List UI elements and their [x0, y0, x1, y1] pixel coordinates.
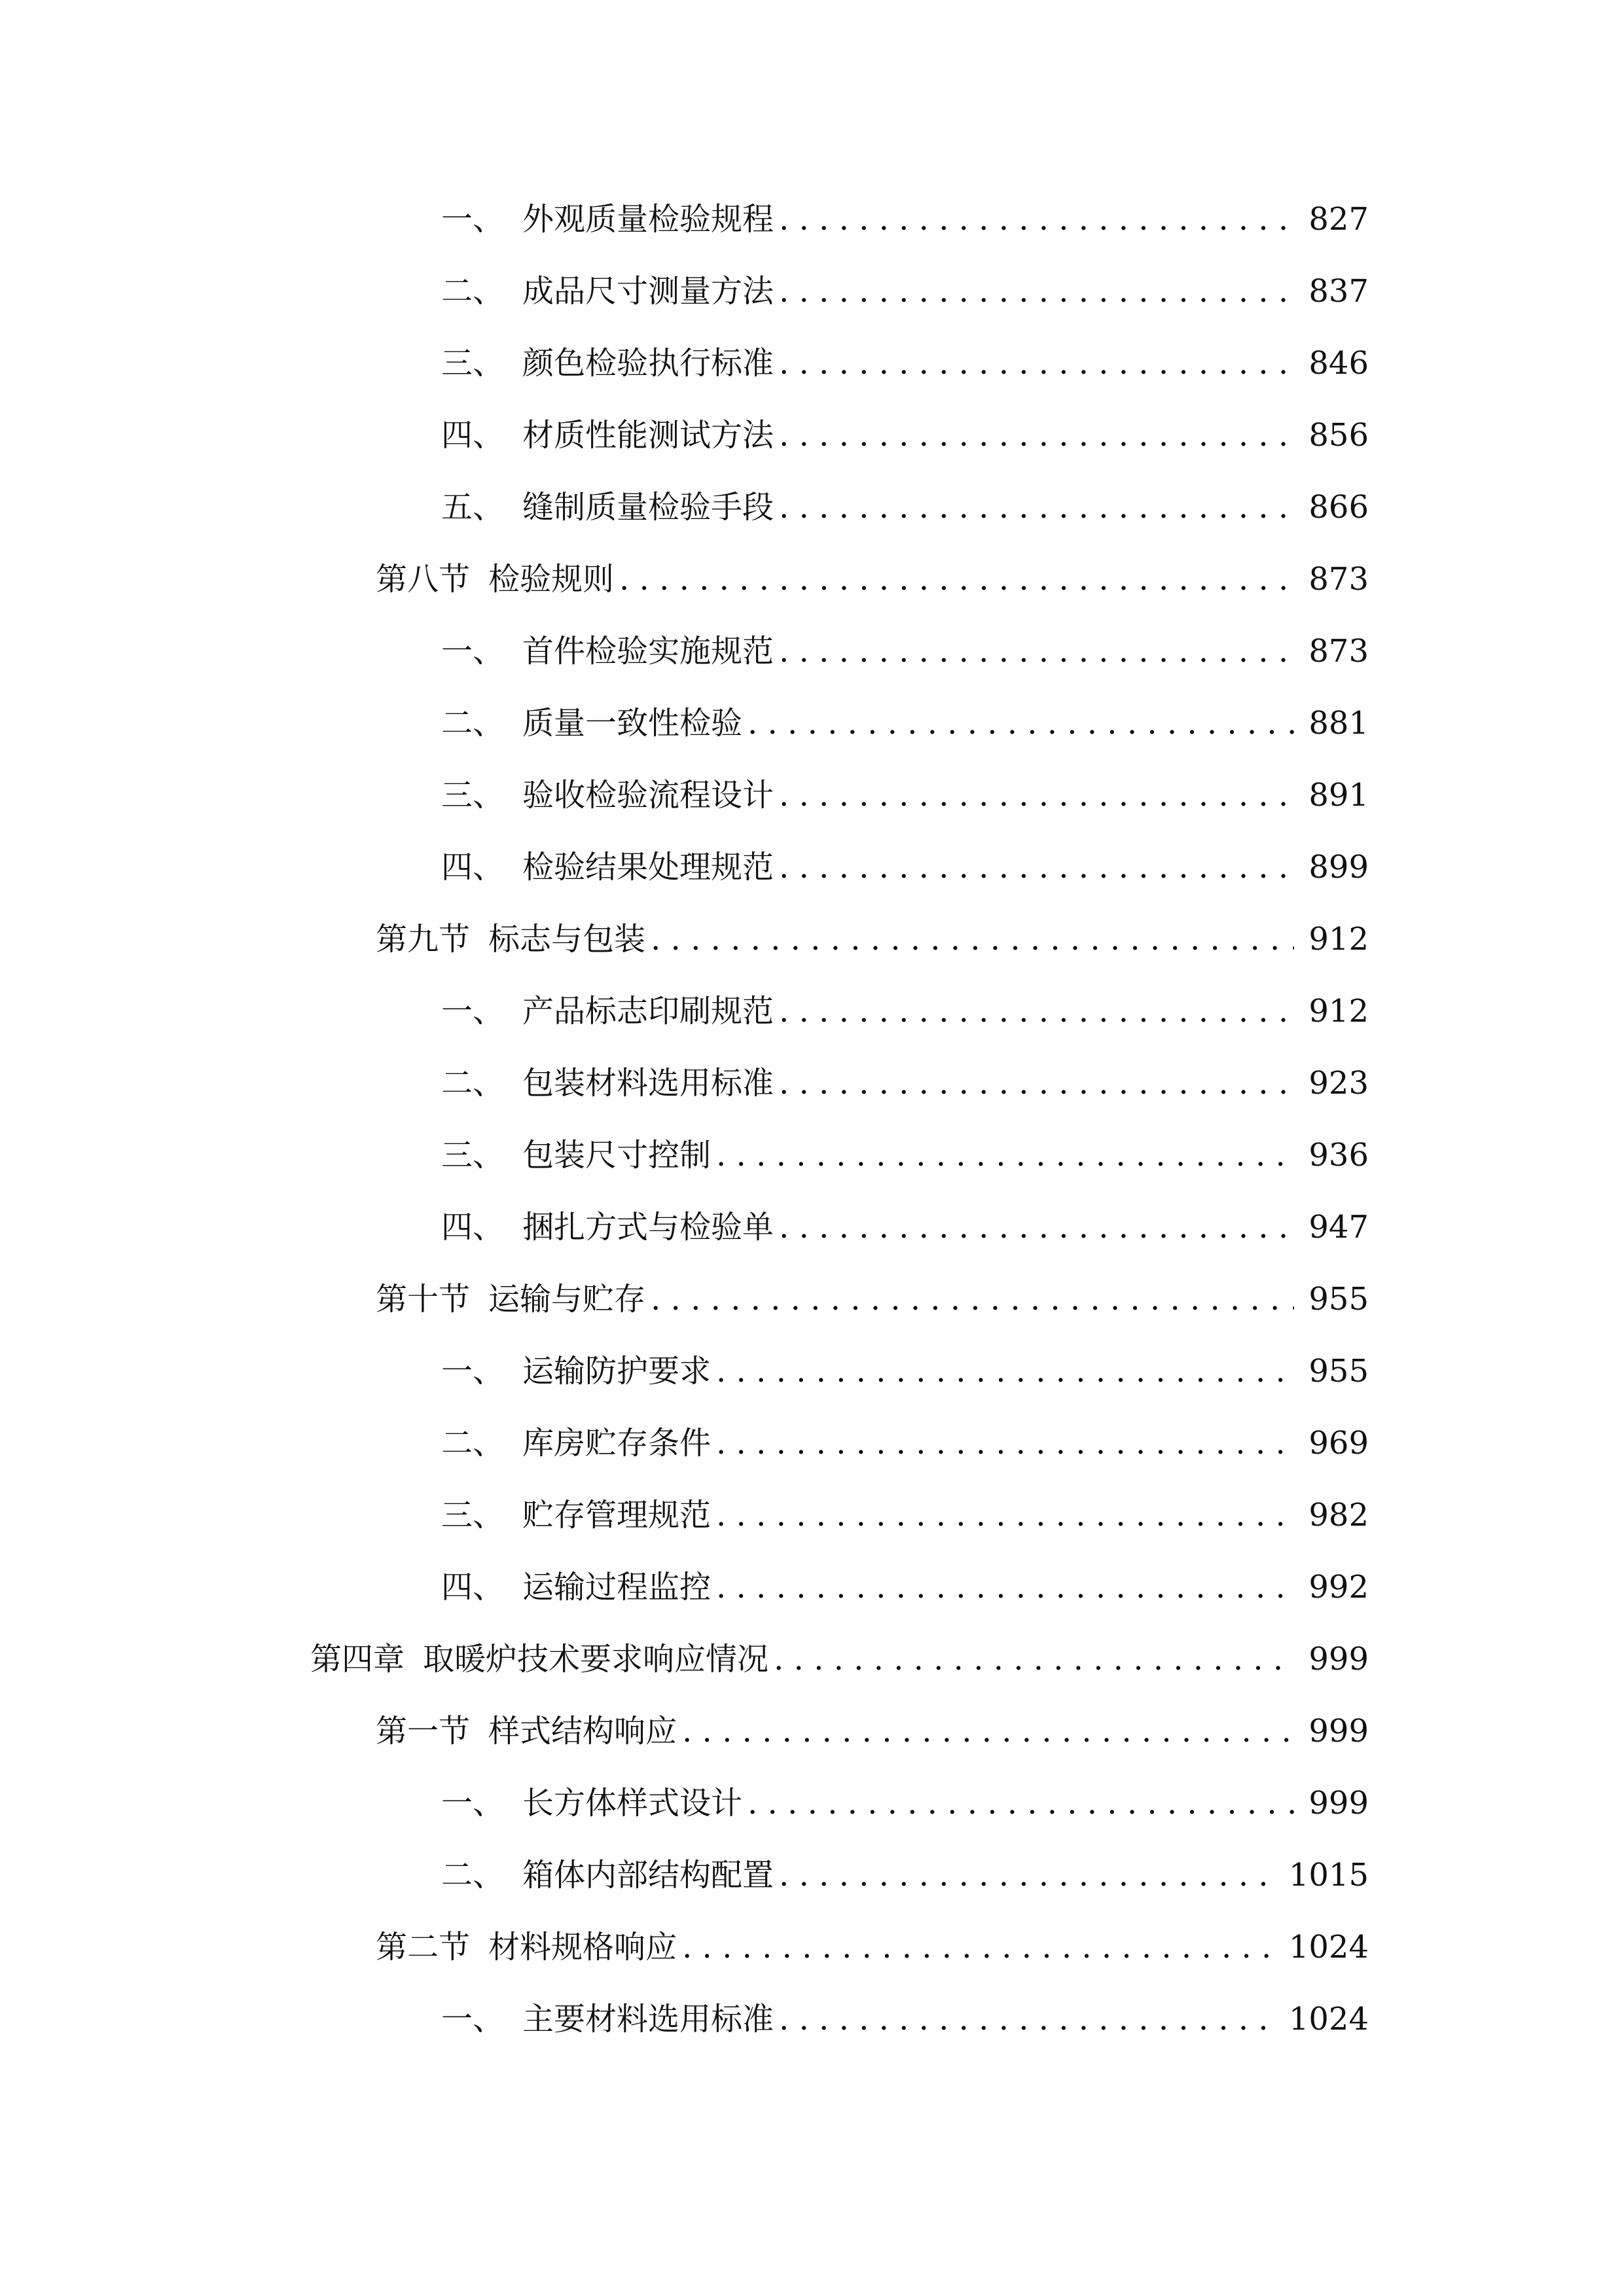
toc-entry-number: 三、	[441, 1137, 505, 1174]
toc-entry-number: 三、	[441, 777, 505, 814]
toc-entry-title: 验收检验流程设计	[522, 777, 774, 814]
toc-entry-prefix: 第九节	[376, 921, 471, 958]
toc-entry[interactable]	[376, 1911, 1369, 1983]
toc-entry-page-number: 873	[1308, 633, 1369, 670]
toc-entry-number: 一、	[441, 633, 505, 670]
toc-entry-title: 质量一致性检验	[522, 705, 743, 742]
toc-entry[interactable]	[441, 759, 1369, 831]
toc-entry-number: 四、	[441, 849, 505, 886]
toc-entry-title: 箱体内部结构配置	[522, 1857, 774, 1893]
toc-entry-title: 缝制质量检验手段	[522, 489, 774, 526]
toc-dot-leader	[774, 1643, 1294, 1675]
toc-entry-number: 一、	[441, 993, 505, 1030]
toc-entry-number: 一、	[441, 201, 505, 238]
toc-entry-page-number: 1015	[1288, 1857, 1369, 1893]
toc-entry-number: 一、	[441, 1785, 505, 1821]
toc-entry[interactable]	[376, 543, 1369, 615]
toc-entry[interactable]	[441, 1407, 1369, 1479]
toc-entry-page-number: 846	[1308, 345, 1369, 382]
toc-entry[interactable]	[441, 327, 1369, 399]
toc-entry-number: 四、	[441, 417, 505, 454]
toc-entry-page-number: 856	[1308, 417, 1369, 454]
toc-entry-title: 标志与包装	[488, 921, 646, 958]
toc-entry[interactable]	[441, 1191, 1369, 1263]
toc-entry-page-number: 999	[1308, 1785, 1369, 1821]
toc-dot-leader	[779, 276, 1294, 307]
toc-entry-title: 材料规格响应	[488, 1929, 677, 1965]
toc-entry-page-number: 999	[1308, 1713, 1369, 1749]
toc-entry[interactable]	[310, 1623, 1369, 1695]
toc-entry-number: 一、	[441, 1353, 505, 1390]
toc-entry-number: 二、	[441, 1857, 505, 1893]
toc-entry-page-number: 873	[1308, 561, 1369, 598]
toc-entry-title: 成品尺寸测量方法	[522, 273, 774, 310]
toc-entry-number: 三、	[441, 345, 505, 382]
toc-entry-prefix: 第一节	[376, 1713, 471, 1749]
toc-entry[interactable]	[441, 975, 1369, 1047]
toc-dot-leader	[779, 1067, 1294, 1099]
toc-entry[interactable]	[441, 1983, 1369, 2055]
toc-entry-page-number: 866	[1308, 489, 1369, 526]
toc-entry[interactable]	[441, 1119, 1369, 1191]
toc-entry-page-number: 899	[1308, 849, 1369, 886]
toc-entry-title: 产品标志印刷规范	[522, 993, 774, 1030]
toc-dot-leader	[779, 1859, 1277, 1891]
toc-dot-leader	[779, 636, 1294, 667]
toc-entry-title: 检验规则	[488, 561, 615, 598]
toc-entry[interactable]	[441, 687, 1369, 759]
toc-dot-leader	[716, 1355, 1294, 1387]
toc-entry-title: 长方体样式设计	[522, 1785, 743, 1821]
toc-entry-page-number: 955	[1308, 1353, 1369, 1390]
toc-dot-leader	[716, 1571, 1294, 1603]
toc-dot-leader	[748, 708, 1294, 739]
toc-entry[interactable]	[441, 1767, 1369, 1839]
toc-entry-page-number: 837	[1308, 273, 1369, 310]
toc-dot-leader	[779, 492, 1294, 523]
toc-entry-page-number: 912	[1308, 921, 1369, 958]
toc-entry-title: 运输与贮存	[488, 1281, 646, 1318]
toc-entry-title: 运输过程监控	[522, 1569, 712, 1605]
toc-entry[interactable]	[441, 471, 1369, 543]
toc-dot-leader	[716, 1427, 1294, 1459]
toc-entry-page-number: 999	[1308, 1641, 1369, 1677]
toc-entry[interactable]	[376, 1695, 1369, 1767]
toc-entry[interactable]	[376, 1263, 1369, 1335]
toc-entry-page-number: 992	[1308, 1569, 1369, 1605]
toc-entry-page-number: 969	[1308, 1425, 1369, 1462]
toc-dot-leader	[779, 2003, 1277, 2035]
toc-entry-title: 颜色检验执行标准	[522, 345, 774, 382]
toc-entry-title: 外观质量检验规程	[522, 201, 774, 238]
toc-entry-title: 贮存管理规范	[522, 1497, 712, 1534]
toc-dot-leader	[779, 780, 1294, 811]
toc-entry-number: 四、	[441, 1209, 505, 1246]
toc-entry-title: 包装尺寸控制	[522, 1137, 712, 1174]
toc-entry[interactable]	[441, 1335, 1369, 1407]
toc-entry-page-number: 936	[1308, 1137, 1369, 1174]
toc-entry[interactable]	[441, 1551, 1369, 1623]
toc-entry-page-number: 923	[1308, 1065, 1369, 1102]
toc-entry-page-number: 982	[1308, 1497, 1369, 1534]
toc-entry[interactable]	[441, 1047, 1369, 1119]
toc-dot-leader	[619, 564, 1294, 595]
toc-dot-leader	[779, 996, 1294, 1027]
toc-entry[interactable]	[376, 903, 1369, 975]
toc-entry-number: 二、	[441, 705, 505, 742]
toc-dot-leader	[748, 1787, 1294, 1819]
toc-entry-title: 材质性能测试方法	[522, 417, 774, 454]
toc-entry-title: 库房贮存条件	[522, 1425, 712, 1462]
toc-entry[interactable]	[441, 255, 1369, 327]
toc-entry-title: 检验结果处理规范	[522, 849, 774, 886]
toc-entry[interactable]	[441, 399, 1369, 471]
toc-dot-leader	[682, 1931, 1277, 1963]
toc-entry-page-number: 1024	[1288, 1929, 1369, 1965]
toc-entry-prefix: 第四章	[310, 1641, 405, 1677]
toc-dot-leader	[779, 1211, 1294, 1243]
toc-entry-page-number: 881	[1308, 705, 1369, 742]
toc-entry-title: 样式结构响应	[488, 1713, 677, 1749]
toc-dot-leader	[779, 420, 1294, 451]
toc-entry-page-number: 955	[1308, 1281, 1369, 1318]
toc-entry-prefix: 第十节	[376, 1281, 471, 1318]
toc-entry-number: 二、	[441, 273, 505, 310]
toc-entry-page-number: 891	[1308, 777, 1369, 814]
toc-entry-number: 一、	[441, 2001, 505, 2037]
toc-dot-leader	[716, 1499, 1294, 1531]
toc-dot-leader	[651, 924, 1294, 955]
toc-dot-leader	[779, 348, 1294, 379]
toc-entry-title: 捆扎方式与检验单	[522, 1209, 774, 1246]
toc-entry-number: 五、	[441, 489, 505, 526]
toc-dot-leader	[651, 1283, 1294, 1315]
toc-entry-number: 三、	[441, 1497, 505, 1534]
toc-dot-leader	[716, 1139, 1294, 1171]
toc-entry-title: 主要材料选用标准	[522, 2001, 774, 2037]
toc-entry[interactable]	[441, 1839, 1369, 1911]
toc-dot-leader	[779, 852, 1294, 883]
toc-entry[interactable]	[441, 1479, 1369, 1551]
toc-entry-page-number: 827	[1308, 201, 1369, 238]
toc-entry-title: 取暖炉技术要求响应情况	[423, 1641, 769, 1677]
toc-entry-title: 运输防护要求	[522, 1353, 712, 1390]
toc-entry-page-number: 912	[1308, 993, 1369, 1030]
toc-entry-title: 首件检验实施规范	[522, 633, 774, 670]
toc-entry-title: 包装材料选用标准	[522, 1065, 774, 1102]
toc-entry[interactable]	[441, 183, 1369, 255]
toc-entry-page-number: 1024	[1288, 2001, 1369, 2037]
toc-entry-number: 二、	[441, 1065, 505, 1102]
toc-dot-leader	[682, 1715, 1294, 1747]
toc-entry-number: 二、	[441, 1425, 505, 1462]
toc-entry-prefix: 第二节	[376, 1929, 471, 1965]
toc-entry-prefix: 第八节	[376, 561, 471, 598]
toc-entry-number: 四、	[441, 1569, 505, 1605]
toc-dot-leader	[779, 204, 1294, 235]
toc-entry[interactable]	[441, 615, 1369, 687]
toc-entry[interactable]	[441, 831, 1369, 903]
toc-entry-page-number: 947	[1308, 1209, 1369, 1246]
